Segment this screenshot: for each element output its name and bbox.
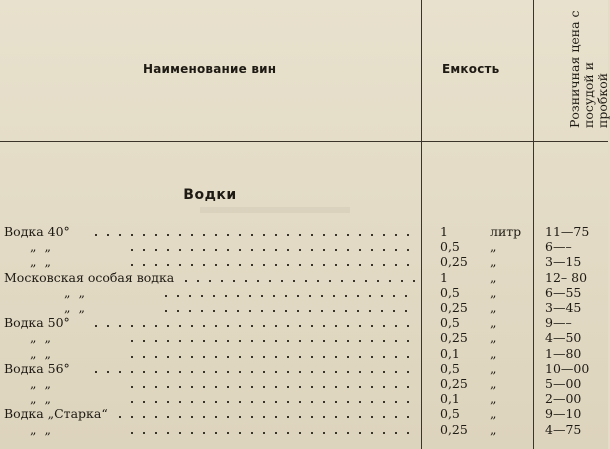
leader-dots [126, 386, 416, 388]
row-unit: „ [490, 422, 497, 437]
row-name: „ „ [30, 391, 53, 406]
row-price: 12– 80 [545, 270, 588, 285]
leader-dots [160, 295, 416, 297]
row-price: 6—55 [545, 285, 582, 300]
row-volume: 0,25 [440, 300, 468, 315]
leader-dots [126, 401, 416, 403]
row-price: 5—00 [545, 376, 582, 391]
leader-dots [160, 310, 416, 312]
row-name: Водка 56° [4, 361, 70, 376]
bleed-through-mark [200, 207, 350, 213]
leader-dots [90, 371, 416, 373]
row-unit: литр [490, 224, 522, 239]
row-volume: 0,1 [440, 391, 460, 406]
row-name: „ „ [30, 330, 53, 345]
row-name: „ „ [30, 422, 53, 437]
row-volume: 0,25 [440, 330, 468, 345]
row-name: „ „ [30, 239, 53, 254]
row-name: „ „ [64, 300, 87, 315]
section-title: Водки [183, 187, 237, 203]
row-volume: 0,5 [440, 361, 460, 376]
row-volume: 0,5 [440, 239, 460, 254]
row-price: 2—00 [545, 391, 582, 406]
leader-dots [126, 432, 416, 434]
row-name: „ „ [30, 254, 53, 269]
row-unit: „ [490, 391, 497, 406]
row-unit: „ [490, 300, 497, 315]
row-unit: „ [490, 346, 497, 361]
row-volume: 1 [440, 270, 448, 285]
row-volume: 0,25 [440, 422, 468, 437]
header-name: Наименование вин [143, 62, 277, 76]
row-volume: 0,5 [440, 406, 460, 421]
leader-dots [90, 325, 416, 327]
column-divider-name-volume [421, 0, 422, 449]
row-volume: 0,1 [440, 346, 460, 361]
header-volume: Емкость [442, 62, 500, 76]
header-bottom-rule [0, 141, 608, 142]
row-unit: „ [490, 361, 497, 376]
row-unit: „ [490, 406, 497, 421]
row-price: 1—80 [545, 346, 582, 361]
row-price: 3—15 [545, 254, 582, 269]
row-unit: „ [490, 315, 497, 330]
row-price: 10—00 [545, 361, 590, 376]
leader-dots [126, 340, 416, 342]
row-price: 4—50 [545, 330, 582, 345]
row-name: Московская особая водка [4, 270, 175, 285]
row-name: Водка 40° [4, 224, 70, 239]
row-unit: „ [490, 376, 497, 391]
header-price: Розничная цена с посудой и пробкой [567, 10, 610, 128]
row-price: 9—– [545, 315, 572, 330]
row-unit: „ [490, 270, 497, 285]
leader-dots [126, 356, 416, 358]
row-price: 9—10 [545, 406, 582, 421]
row-unit: „ [490, 254, 497, 269]
leader-dots [114, 416, 416, 418]
leader-dots [180, 280, 416, 282]
row-price: 3—45 [545, 300, 582, 315]
leader-dots [126, 264, 416, 266]
leader-dots [126, 249, 416, 251]
row-volume: 1 [440, 224, 448, 239]
leader-dots [90, 234, 416, 236]
row-volume: 0,5 [440, 315, 460, 330]
row-price: 11—75 [545, 224, 590, 239]
row-volume: 0,25 [440, 254, 468, 269]
row-unit: „ [490, 285, 497, 300]
row-volume: 0,25 [440, 376, 468, 391]
column-divider-volume-price [533, 0, 534, 449]
row-unit: „ [490, 330, 497, 345]
row-price: 6—– [545, 239, 572, 254]
row-name: „ „ [30, 346, 53, 361]
row-price: 4—75 [545, 422, 582, 437]
row-name: „ „ [64, 285, 87, 300]
row-name: Водка 50° [4, 315, 70, 330]
row-name: Водка „Старка“ [4, 406, 108, 421]
row-name: „ „ [30, 376, 53, 391]
row-volume: 0,5 [440, 285, 460, 300]
row-unit: „ [490, 239, 497, 254]
